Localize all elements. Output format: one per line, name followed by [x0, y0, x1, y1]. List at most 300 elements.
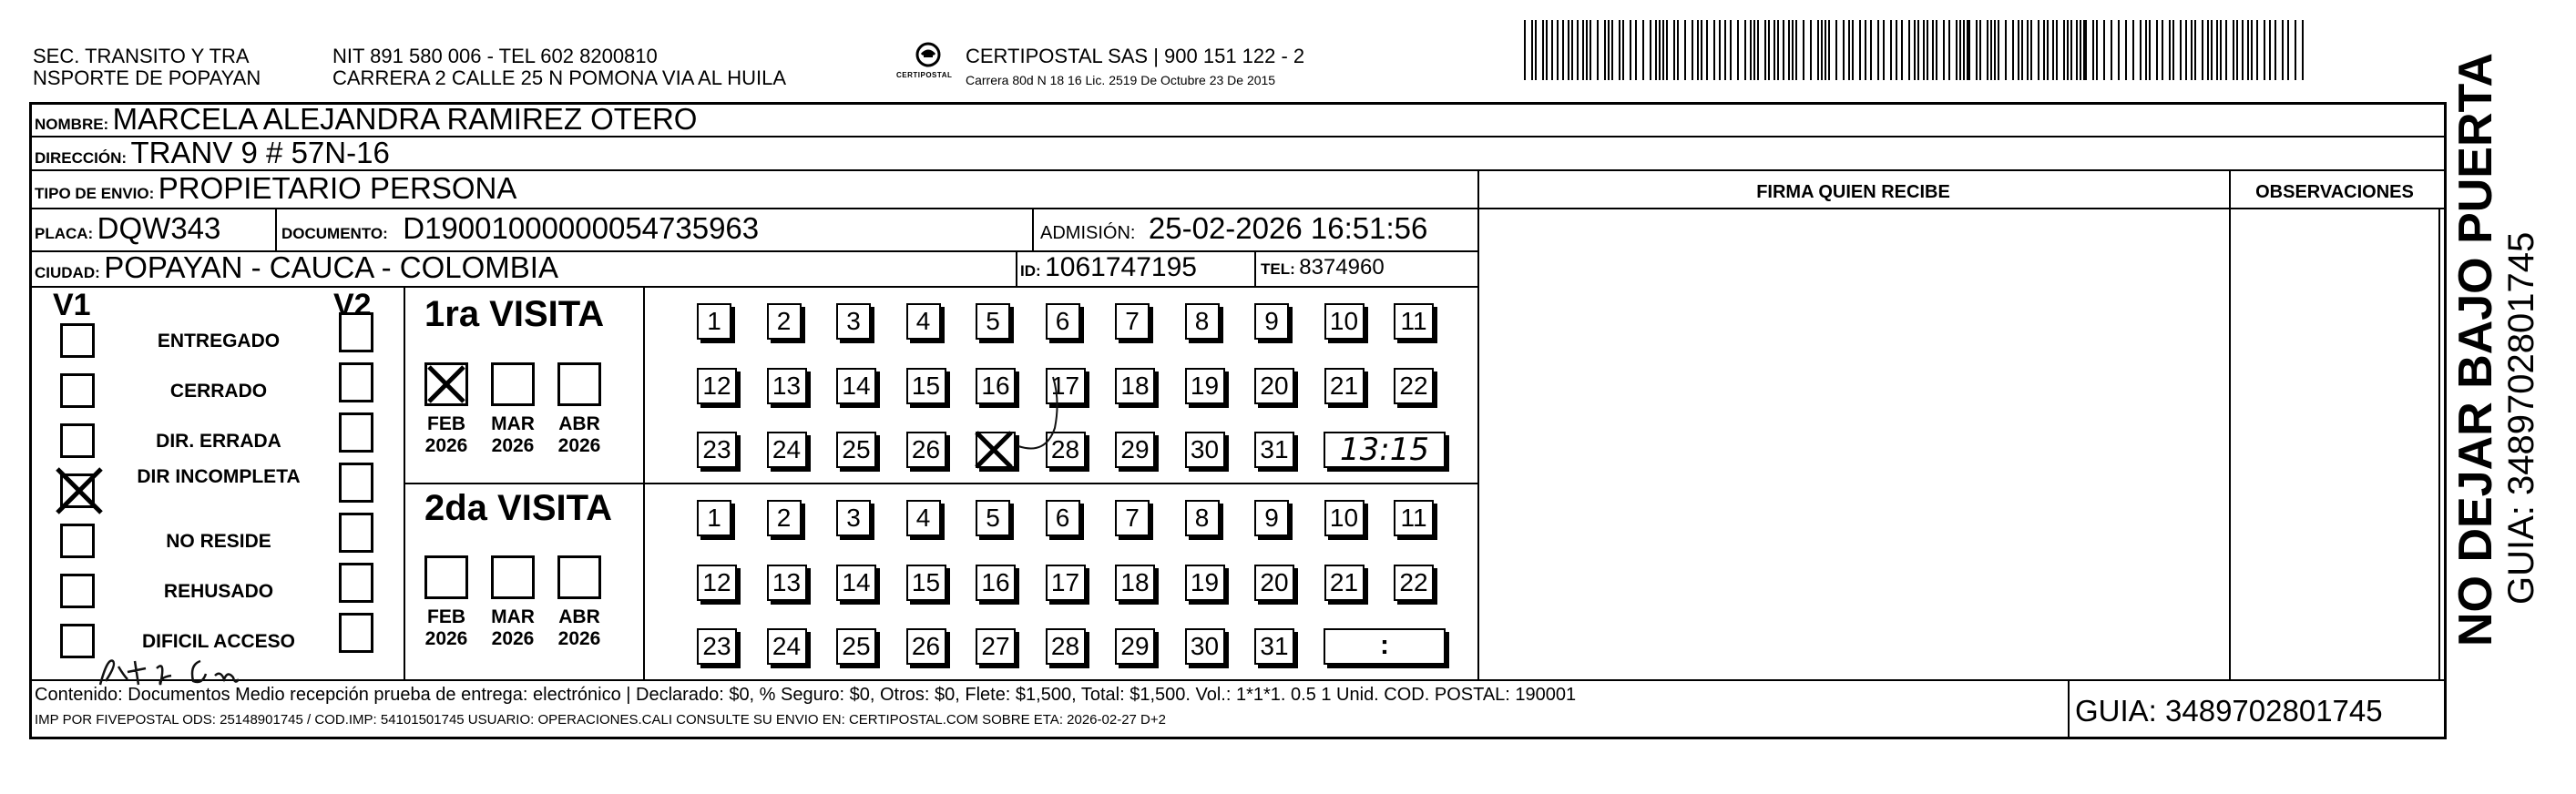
day-box[interactable]: 24	[767, 432, 807, 468]
barcode-bar	[1590, 20, 1591, 80]
barcode-bar	[2012, 20, 2014, 80]
day-box[interactable]: 22	[1394, 368, 1434, 404]
barcode-bar	[2021, 20, 2023, 80]
day-box[interactable]: 20	[1254, 368, 1294, 404]
day-box[interactable]: 16	[976, 565, 1016, 601]
barcode-bar	[1619, 20, 1620, 80]
day-box[interactable]: 24	[767, 628, 807, 665]
barcode-bar	[2092, 20, 2094, 80]
month-year: 2026	[557, 628, 601, 649]
col-divider	[404, 286, 405, 679]
day-box[interactable]: 11	[1394, 303, 1434, 340]
month-checkbox[interactable]	[491, 362, 535, 406]
documento-cell	[281, 212, 759, 251]
barcode-bar	[2216, 20, 2218, 80]
admision-label: ADMISIÓN:	[1040, 223, 1136, 243]
tipo-envio-row	[35, 172, 516, 211]
row-divider	[29, 679, 2447, 681]
v1-checkbox[interactable]	[60, 423, 95, 458]
documento-label: DOCUMENTO:	[281, 225, 388, 242]
day-box[interactable]: 2	[767, 500, 802, 536]
day-box[interactable]: 9	[1254, 500, 1289, 536]
sender-contact-block	[332, 46, 934, 89]
barcode-bar	[1562, 20, 1564, 80]
day-box[interactable]: 6	[1046, 303, 1080, 340]
col-divider	[643, 286, 645, 679]
barcode-bar	[1697, 20, 1699, 80]
barcode-bar	[1783, 20, 1784, 80]
admision-cell	[1040, 212, 1427, 251]
day-box[interactable]: 19	[1185, 565, 1225, 601]
logo-text: CERTIPOSTAL	[896, 71, 953, 79]
v2-checkbox[interactable]	[339, 463, 373, 503]
barcode-bar	[1622, 20, 1624, 80]
barcode-bar	[1630, 20, 1631, 80]
v1-checkbox[interactable]	[60, 624, 95, 658]
month-name: MAR	[491, 606, 535, 627]
barcode-bar	[1795, 20, 1797, 80]
barcode-bar	[1673, 20, 1675, 80]
barcode-bar	[2162, 20, 2163, 80]
barcode-bar	[1650, 20, 1651, 80]
month-checkbox[interactable]	[557, 362, 601, 406]
barcode-bar	[1828, 20, 1830, 80]
day-box[interactable]: 17	[1046, 368, 1086, 404]
barcode-bar	[1753, 20, 1755, 80]
col-divider	[1032, 208, 1034, 250]
barcode-bar	[1577, 20, 1579, 80]
v2-checkbox[interactable]	[339, 362, 373, 402]
id-value: 1061747195	[1045, 252, 1197, 282]
barcode-bar	[1662, 20, 1664, 80]
day-box[interactable]: 31	[1254, 432, 1294, 468]
day-box[interactable]: 15	[906, 368, 946, 404]
status-label: DIFICIL ACCESO	[141, 631, 295, 652]
barcode-bar	[2030, 20, 2032, 80]
barcode-bar	[1967, 20, 1970, 80]
barcode-bar	[2191, 20, 2193, 80]
barcode-bar	[1810, 20, 1812, 80]
nit-line: NIT 891 580 006 - TEL 602 8200810	[332, 45, 658, 67]
day-box[interactable]: 27	[976, 628, 1016, 665]
barcode	[1524, 20, 2305, 80]
barcode-bar	[1719, 20, 1721, 80]
v2-checkbox[interactable]	[339, 312, 373, 352]
day-box[interactable]: 20	[1254, 565, 1294, 601]
month-name: ABR	[558, 413, 600, 434]
footer-guia: GUIA: 3489702801745	[2075, 694, 2383, 728]
col-divider	[1254, 250, 1256, 286]
month-label	[552, 413, 607, 457]
handwritten-stroke	[1000, 368, 1100, 459]
month-year: 2026	[491, 435, 535, 456]
barcode-bar	[2242, 20, 2244, 80]
day-box[interactable]: 8	[1185, 303, 1220, 340]
barcode-bar	[1642, 20, 1644, 80]
check-mark-icon	[55, 466, 104, 515]
barcode-bar	[1750, 20, 1752, 80]
month-name: FEB	[427, 413, 465, 434]
barcode-bar	[2111, 20, 2112, 80]
barcode-bar	[2251, 20, 2253, 80]
barcode-bar	[1546, 20, 1548, 80]
barcode-bar	[2125, 20, 2127, 80]
day-box[interactable]: 19	[1185, 368, 1225, 404]
day-box[interactable]: 5	[976, 303, 1010, 340]
day-box[interactable]: 3	[836, 500, 871, 536]
day-box[interactable]: 23	[697, 432, 737, 468]
day-box[interactable]: 1	[697, 500, 731, 536]
day-box[interactable]: 17	[1046, 565, 1086, 601]
tel-label: TEL:	[1261, 260, 1295, 278]
day-box[interactable]: 30	[1185, 628, 1225, 665]
day-box[interactable]: 8	[1185, 500, 1220, 536]
visit2-time-box	[1324, 628, 1446, 665]
barcode-bar	[2180, 20, 2182, 80]
barcode-bar	[1655, 20, 1657, 80]
barcode-bar	[1835, 20, 1837, 80]
barcode-bar	[2145, 20, 2147, 80]
month-name: ABR	[558, 606, 600, 627]
barcode-bar	[1551, 20, 1553, 80]
ciudad-value: POPAYAN - CAUCA - COLOMBIA	[104, 250, 558, 284]
barcode-bar	[2056, 20, 2058, 80]
barcode-bar	[2225, 20, 2227, 80]
barcode-bar	[1757, 20, 1759, 80]
sender-line-1: SEC. TRANSITO Y TRA	[33, 45, 250, 67]
barcode-bar	[2269, 20, 2271, 80]
barcode-bar	[1774, 20, 1775, 80]
barcode-bar	[2096, 20, 2098, 80]
barcode-bar	[1737, 20, 1739, 80]
v2-header: V2	[333, 288, 372, 322]
barcode-bar	[1701, 20, 1702, 80]
day-box[interactable]: 2	[767, 303, 802, 340]
day-box[interactable]: 26	[906, 432, 946, 468]
tipo-envio-label: TIPO DE ENVIO:	[35, 185, 155, 202]
barcode-bar	[1604, 20, 1606, 80]
day-box[interactable]: 22	[1394, 565, 1434, 601]
barcode-bar	[1524, 20, 1526, 80]
barcode-bar	[1987, 20, 1988, 80]
barcode-bar	[1959, 20, 1961, 80]
v2-checkbox[interactable]	[339, 412, 373, 453]
day-box[interactable]: 28	[1046, 628, 1086, 665]
barcode-bar	[2140, 20, 2142, 80]
month-name: MAR	[491, 413, 535, 434]
day-box[interactable]: 14	[836, 368, 876, 404]
barcode-bar	[1571, 20, 1573, 80]
barcode-bar	[1901, 20, 1903, 80]
barcode-bar	[1568, 20, 1569, 80]
day-box[interactable]: 21	[1324, 368, 1365, 404]
barcode-bar	[1724, 20, 1726, 80]
barcode-bar	[2220, 20, 2222, 80]
firma-header: FIRMA QUIEN RECIBE	[1756, 182, 1950, 202]
day-box[interactable]: 15	[906, 565, 946, 601]
barcode-bar	[1943, 20, 1945, 80]
status-label: DIR INCOMPLETA	[137, 466, 301, 487]
barcode-bar	[2169, 20, 2171, 80]
placa-label: PLACA:	[35, 225, 94, 242]
barcode-bar	[1677, 20, 1679, 80]
visit1-title: 1ra VISITA	[424, 294, 605, 334]
day-box[interactable]: 6	[1046, 500, 1080, 536]
barcode-bar	[1635, 20, 1637, 80]
day-box[interactable]: 30	[1185, 432, 1225, 468]
barcode-bar	[1932, 20, 1934, 80]
courier-logo	[896, 38, 960, 89]
v1-checkbox[interactable]	[60, 323, 95, 358]
barcode-bar	[1582, 20, 1584, 80]
barcode-bar	[2005, 20, 2007, 80]
col-divider	[2229, 169, 2231, 679]
barcode-bar	[2236, 20, 2238, 80]
barcode-bar	[1608, 20, 1610, 80]
barcode-bar	[1877, 20, 1879, 80]
v1-checkbox[interactable]	[60, 524, 95, 558]
barcode-bar	[1730, 20, 1732, 80]
barcode-bar	[1535, 20, 1537, 80]
barcode-bar	[2118, 20, 2120, 80]
barcode-bar	[2047, 20, 2049, 80]
day-box[interactable]: 31	[1254, 628, 1294, 665]
day-box[interactable]: 7	[1115, 500, 1150, 536]
barcode-bar	[2264, 20, 2265, 80]
ciudad-cell	[35, 251, 558, 290]
courier-block	[966, 46, 1476, 87]
observaciones-header: OBSERVACIONES	[2255, 182, 2414, 202]
col-divider	[2068, 679, 2070, 739]
barcode-bar	[1803, 20, 1804, 80]
barcode-bar	[1557, 20, 1559, 80]
day-box[interactable]: 25	[836, 432, 876, 468]
barcode-bar	[1692, 20, 1693, 80]
day-box[interactable]: 4	[906, 303, 941, 340]
tel-value: 8374960	[1299, 255, 1385, 280]
barcode-bar	[1979, 20, 1981, 80]
day-box[interactable]: 11	[1394, 500, 1434, 536]
day-box[interactable]: 12	[697, 368, 737, 404]
barcode-bar	[2211, 20, 2213, 80]
barcode-bar	[1788, 20, 1790, 80]
barcode-bar	[2149, 20, 2151, 80]
day-box[interactable]: 12	[697, 565, 737, 601]
check-mark-icon	[426, 364, 466, 404]
month-year: 2026	[424, 628, 468, 649]
placa-value: DQW343	[97, 211, 221, 245]
day-box[interactable]: 9	[1254, 303, 1289, 340]
day-box[interactable]: 16	[976, 368, 1016, 404]
barcode-bar	[1859, 20, 1861, 80]
address-line: CARRERA 2 CALLE 25 N POMONA VIA AL HUILA	[332, 66, 787, 89]
barcode-bar	[2194, 20, 2196, 80]
barcode-bar	[1908, 20, 1910, 80]
month-label	[419, 413, 474, 457]
barcode-bar	[2185, 20, 2187, 80]
barcode-bar	[1994, 20, 1996, 80]
v2-checkbox[interactable]	[339, 513, 373, 553]
day-box[interactable]: 10	[1324, 500, 1365, 536]
barcode-bar	[1792, 20, 1794, 80]
day-box[interactable]: 21	[1324, 565, 1365, 601]
barcode-bar	[1990, 20, 1992, 80]
month-label	[486, 413, 540, 457]
v2-checkbox[interactable]	[339, 613, 373, 653]
status-label: ENTREGADO	[157, 331, 281, 351]
barcode-bar	[1825, 20, 1826, 80]
barcode-bar	[2038, 20, 2039, 80]
barcode-bar	[2233, 20, 2234, 80]
barcode-bar	[1956, 20, 1958, 80]
col-divider	[2438, 208, 2440, 679]
barcode-bar	[1531, 20, 1533, 80]
barcode-bar	[1927, 20, 1928, 80]
barcode-bar	[2247, 20, 2249, 80]
barcode-bar	[1684, 20, 1686, 80]
barcode-bar	[1890, 20, 1892, 80]
day-box[interactable]: 26	[906, 628, 946, 665]
barcode-bar	[1586, 20, 1588, 80]
barcode-bar	[1768, 20, 1770, 80]
barcode-bar	[1917, 20, 1919, 80]
side-guia: GUIA: 3489702801745	[2501, 231, 2541, 605]
barcode-bar	[1666, 20, 1668, 80]
barcode-bar	[1870, 20, 1872, 80]
visit2-time-placeholder: :	[1380, 630, 1389, 660]
barcode-bar	[2083, 20, 2087, 80]
month-year: 2026	[491, 628, 535, 649]
barcode-bar	[2282, 20, 2284, 80]
barcode-bar	[2202, 20, 2203, 80]
barcode-bar	[2080, 20, 2081, 80]
courier-line-1: CERTIPOSTAL SAS | 900 151 122 - 2	[966, 45, 1305, 67]
day-box[interactable]: 25	[836, 628, 876, 665]
barcode-bar	[2070, 20, 2072, 80]
col-divider	[1016, 250, 1017, 286]
barcode-bar	[2274, 20, 2276, 80]
nombre-value: MARCELA ALEJANDRA RAMIREZ OTERO	[112, 102, 698, 136]
sender-line-2: NSPORTE DE POPAYAN	[33, 66, 261, 89]
footer-line-2: IMP POR FIVEPOSTAL ODS: 25148901745 / COD.IMP: 54101501745 USUARIO: OPERACIONES.CALI CONSULTE SU ENVIO EN: CERTIPOSTAL.COM SOBRE ETA: 2026-02-27 D+2	[35, 712, 1166, 728]
barcode-bar	[1713, 20, 1715, 80]
day-box[interactable]: 23	[697, 628, 737, 665]
tipo-envio-value: PROPIETARIO PERSONA	[158, 171, 517, 205]
day-box[interactable]: 28	[1046, 432, 1086, 468]
col-divider	[1477, 169, 1479, 679]
v1-checkbox[interactable]	[60, 574, 95, 608]
direccion-label: DIRECCIÓN:	[35, 149, 128, 167]
barcode-bar	[2172, 20, 2174, 80]
visit1-time-handwritten: 13:15	[1340, 432, 1429, 468]
courier-line-2: Carrera 80d N 18 16 Lic. 2519 De Octubre 23 De 2015	[966, 73, 1276, 87]
side-warning: NO DEJAR BAJO PUERTA	[2449, 52, 2502, 646]
day-box[interactable]: 7	[1115, 303, 1150, 340]
barcode-bar	[1659, 20, 1661, 80]
barcode-bar	[2132, 20, 2134, 80]
barcode-bar	[1896, 20, 1897, 80]
day-box[interactable]: 10	[1324, 303, 1365, 340]
barcode-bar	[2063, 20, 2065, 80]
day-box[interactable]: 29	[1115, 628, 1155, 665]
month-checkbox[interactable]	[491, 555, 535, 599]
barcode-bar	[1852, 20, 1854, 80]
id-cell	[1020, 251, 1197, 289]
placa-cell	[35, 212, 220, 251]
day-box[interactable]: 29	[1115, 432, 1155, 468]
barcode-bar	[1948, 20, 1950, 80]
barcode-bar	[2103, 20, 2105, 80]
v2-checkbox[interactable]	[339, 563, 373, 603]
barcode-bar	[1744, 20, 1746, 80]
day-box[interactable]: 1	[697, 303, 731, 340]
barcode-bar	[2076, 20, 2078, 80]
barcode-bar	[1611, 20, 1613, 80]
documento-value: D19001000000054735963	[403, 211, 760, 245]
barcode-bar	[1764, 20, 1766, 80]
barcode-bar	[1777, 20, 1779, 80]
barcode-bar	[1848, 20, 1850, 80]
status-label: REHUSADO	[163, 581, 274, 602]
barcode-bar	[1821, 20, 1823, 80]
barcode-bar	[1936, 20, 1937, 80]
barcode-bar	[2052, 20, 2054, 80]
visit1-time-box	[1324, 432, 1446, 468]
col-divider	[275, 208, 277, 250]
barcode-bar	[1597, 20, 1599, 80]
month-checkbox[interactable]	[557, 555, 601, 599]
barcode-bar	[1914, 20, 1916, 80]
barcode-bar	[2207, 20, 2209, 80]
day-box[interactable]: 18	[1115, 565, 1155, 601]
day-box[interactable]: 18	[1115, 368, 1155, 404]
barcode-bar	[1998, 20, 1999, 80]
barcode-bar	[1923, 20, 1925, 80]
barcode-bar	[1883, 20, 1885, 80]
ciudad-label: CIUDAD:	[35, 264, 100, 281]
barcode-bar	[1963, 20, 1965, 80]
barcode-bar	[1706, 20, 1708, 80]
month-checkbox[interactable]	[424, 555, 468, 599]
barcode-bar	[2043, 20, 2045, 80]
barcode-bar	[2027, 20, 2029, 80]
barcode-bar	[1843, 20, 1845, 80]
status-label: CERRADO	[169, 381, 268, 402]
visit2-title: 2da VISITA	[424, 488, 612, 528]
barcode-bar	[2295, 20, 2296, 80]
sender-block	[33, 46, 324, 89]
barcode-bar	[2156, 20, 2158, 80]
month-year: 2026	[424, 435, 468, 456]
day-box[interactable]: 5	[976, 500, 1010, 536]
v1-checkbox[interactable]	[60, 373, 95, 408]
visit-divider	[404, 483, 1479, 484]
month-label	[552, 606, 607, 650]
barcode-bar	[2067, 20, 2069, 80]
barcode-bar	[2018, 20, 2019, 80]
nombre-label: NOMBRE:	[35, 116, 109, 133]
month-label	[419, 606, 474, 650]
day-box[interactable]: 3	[836, 303, 871, 340]
day-box[interactable]: 13	[767, 565, 807, 601]
month-year: 2026	[557, 435, 601, 456]
month-label	[486, 606, 540, 650]
day-box[interactable]: 14	[836, 565, 876, 601]
tel-cell	[1261, 251, 1385, 287]
day-box[interactable]: 13	[767, 368, 807, 404]
barcode-bar	[1865, 20, 1866, 80]
day-box[interactable]: 4	[906, 500, 941, 536]
